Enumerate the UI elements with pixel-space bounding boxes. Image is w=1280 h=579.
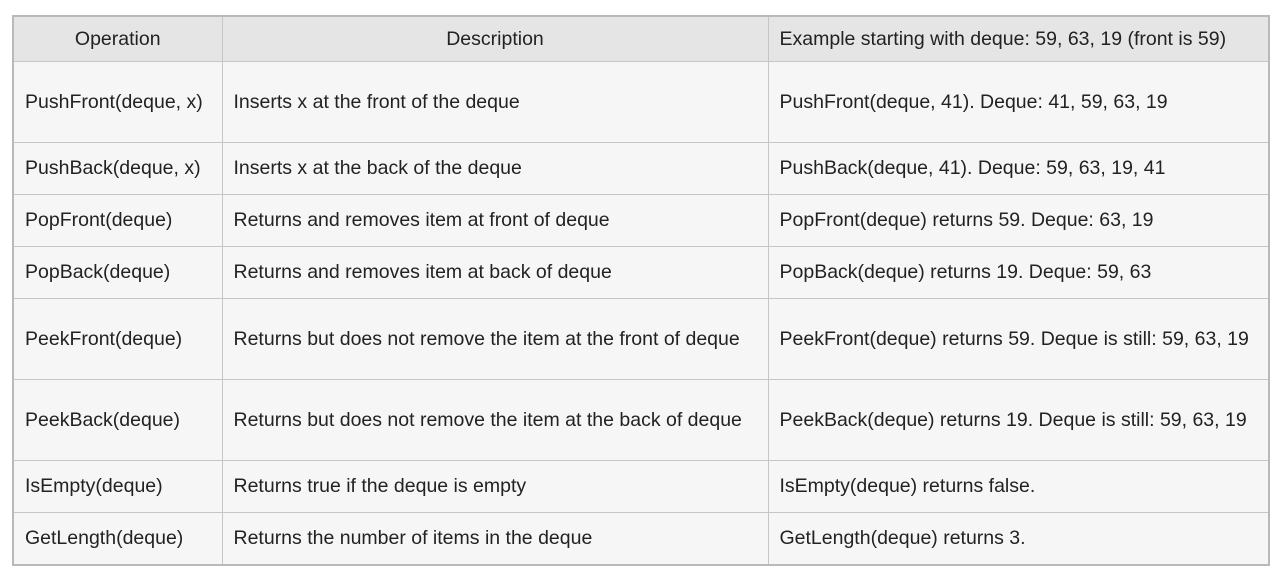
header-description: Description: [222, 16, 768, 62]
cell-example: PopBack(deque) returns 19. Deque: 59, 63: [768, 247, 1269, 299]
table-row: [13, 299, 1269, 380]
header-operation: Operation: [13, 16, 222, 62]
table-row: [13, 513, 1269, 566]
cell-operation: PopBack(deque): [13, 247, 222, 299]
table-row: [13, 380, 1269, 461]
table-header-row: [13, 16, 1269, 62]
cell-operation: PopFront(deque): [13, 195, 222, 247]
table-row: [13, 143, 1269, 195]
deque-operations-container: [12, 15, 1268, 566]
deque-operations-table: [12, 15, 1270, 566]
cell-description: Returns true if the deque is empty: [222, 461, 768, 513]
table-row: [13, 461, 1269, 513]
cell-example: IsEmpty(deque) returns false.: [768, 461, 1269, 513]
cell-example: PeekBack(deque) returns 19. Deque is still: 59, 63, 19: [768, 380, 1269, 461]
cell-description: Returns and removes item at front of deque: [222, 195, 768, 247]
cell-description: Inserts x at the back of the deque: [222, 143, 768, 195]
cell-example: PushBack(deque, 41). Deque: 59, 63, 19, 41: [768, 143, 1269, 195]
header-example: Example starting with deque: 59, 63, 19 (front is 59): [768, 16, 1269, 62]
cell-operation: PeekBack(deque): [13, 380, 222, 461]
cell-operation: PeekFront(deque): [13, 299, 222, 380]
cell-example: PushFront(deque, 41). Deque: 41, 59, 63, 19: [768, 62, 1269, 143]
cell-description: Returns but does not remove the item at the back of deque: [222, 380, 768, 461]
cell-description: Returns the number of items in the deque: [222, 513, 768, 566]
table-row: [13, 247, 1269, 299]
cell-operation: PushBack(deque, x): [13, 143, 222, 195]
cell-operation: GetLength(deque): [13, 513, 222, 566]
cell-description: Inserts x at the front of the deque: [222, 62, 768, 143]
cell-operation: IsEmpty(deque): [13, 461, 222, 513]
cell-example: GetLength(deque) returns 3.: [768, 513, 1269, 566]
cell-description: Returns but does not remove the item at the front of deque: [222, 299, 768, 380]
table-row: [13, 62, 1269, 143]
cell-operation: PushFront(deque, x): [13, 62, 222, 143]
table-row: [13, 195, 1269, 247]
cell-example: PopFront(deque) returns 59. Deque: 63, 19: [768, 195, 1269, 247]
cell-example: PeekFront(deque) returns 59. Deque is still: 59, 63, 19: [768, 299, 1269, 380]
cell-description: Returns and removes item at back of deque: [222, 247, 768, 299]
